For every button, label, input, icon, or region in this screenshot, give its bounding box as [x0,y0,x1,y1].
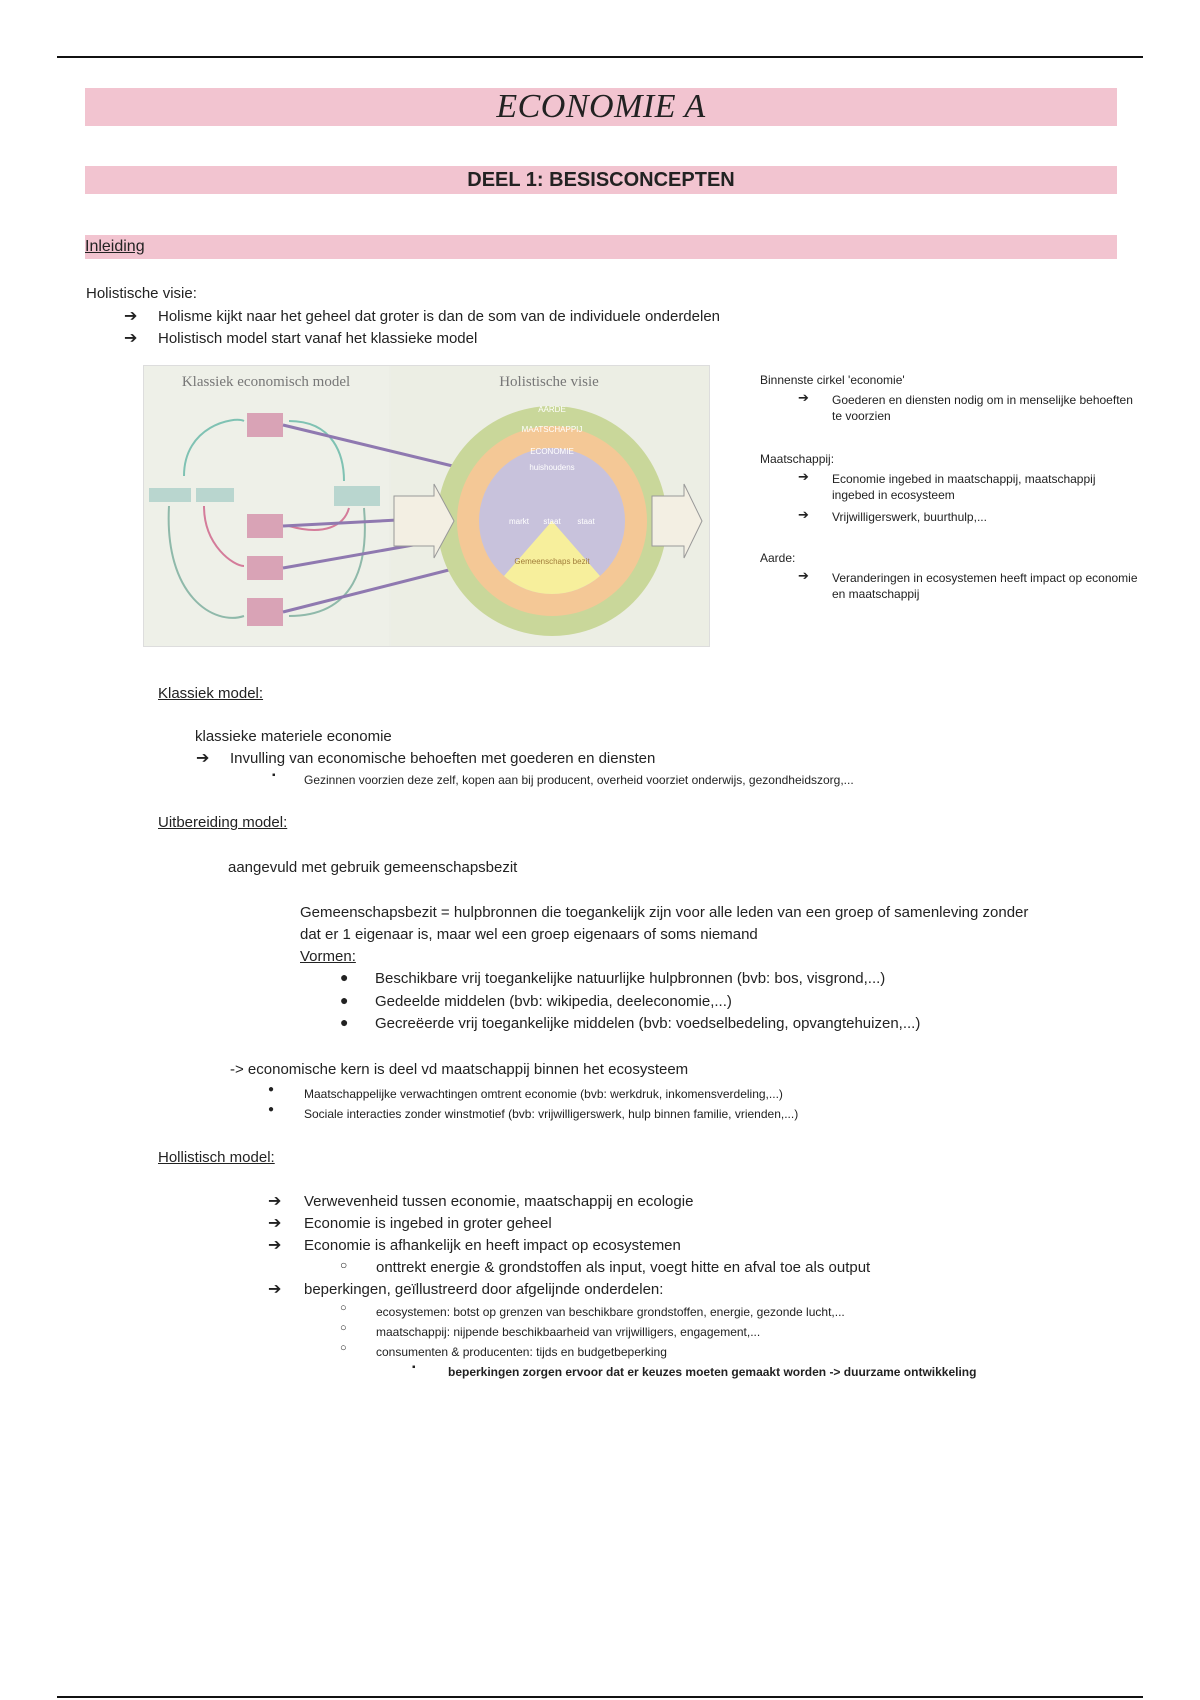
kern-item: Sociale interacties zonder winstmotief (bvb: vrijwilligerswerk, hulp binnen familie, vrienden,...) [304,1107,799,1121]
holistisch-conclusion: beperkingen zorgen ervoor dat er keuzes moeten gemaakt worden -> duurzame ontwikkeling [448,1365,977,1379]
holistisch-point: Economie is afhankelijk en heeft impact op ecosystemen [304,1237,681,1254]
top-rule [57,56,1143,58]
side-item: Vrijwilligerswerk, buurthulp,... [832,510,987,524]
klassiek-heading: Klassiek model: [158,685,264,702]
holistisch-sub: ecosystemen: botst op grenzen van beschikbare grondstoffen, energie, gezonde lucht,... [376,1305,845,1319]
holistisch-sub: maatschappij: nijpende beschikbaarheid van vrijwilligers, engagement,... [376,1325,761,1339]
doc-title: ECONOMIE A [85,88,1117,126]
arrow-icon: ➔ [798,469,809,484]
arrow-icon: ➔ [798,568,809,583]
ring-label: ECONOMIE [530,447,574,456]
uitbreiding-line: aangevuld met gebruik gemeenschapsbezit [228,859,518,876]
klassiek-point: Invulling van economische behoeften met goederen en diensten [230,750,656,767]
part-heading: DEEL 1: BESISCONCEPTEN [85,166,1117,194]
definition-line: dat er 1 eigenaar is, maar wel een groep eigenaars of soms niemand [300,926,758,943]
core-label: staat [543,517,561,526]
core-label: staat [577,517,595,526]
side-item: Veranderingen in ecosystemen heeft impact op economie en maatschappij [832,571,1138,601]
classic-box [247,514,283,538]
circle-bullet-icon: ○ [340,1342,347,1354]
dot-bullet-icon: ● [340,992,349,1008]
form-item: Gecreëerde vrij toegankelijke middelen (bvb: voedselbedeling, opvangtehuizen,...) [375,1015,921,1032]
arrow-icon: ➔ [268,1237,282,1254]
circle-bullet-icon: ○ [340,1322,347,1334]
definition-line: Gemeenschapsbezit = hulpbronnen die toegankelijk zijn voor alle leden van een groep of samenleving zonder [300,904,1029,921]
arrow-icon: ➔ [268,1215,282,1232]
core-label: huishoudens [529,463,575,472]
side-item: Economie ingebed in maatschappij, maatschappij ingebed in ecosysteem [832,472,1096,502]
klassiek-sub: Gezinnen voorzien deze zelf, kopen aan bij producent, overheid voorziet onderwijs, gezondheidszorg,... [304,773,854,787]
classic-box [334,486,380,506]
section-heading: Inleiding [85,238,145,255]
arrow-icon: ➔ [798,507,809,522]
circle-bullet-icon: ○ [340,1302,347,1314]
core-label: markt [509,517,529,526]
classic-box [247,598,283,626]
classic-box [247,413,283,437]
arrow-icon: ➔ [268,1281,282,1298]
holistisch-heading: Hollistisch model: [158,1149,275,1166]
classic-title: Klassiek economisch model [181,374,351,390]
arrow-icon: ➔ [124,308,138,325]
ring-label: AARDE [538,405,566,414]
classic-box [149,488,191,502]
holistic-title: Holistische visie [499,374,599,390]
kern-line: -> economische kern is deel vd maatschappij binnen het ecosysteem [230,1061,689,1078]
side-label: Binnenste cirkel 'economie' [760,373,905,387]
square-bullet-icon: ▪ [272,770,276,781]
intro-point: Holistisch model start vanaf het klassieke model [158,330,478,347]
kern-item: Maatschappelijke verwachtingen omtrent economie (bvb: werkdruk, inkomensverdeling,...) [304,1087,783,1101]
holistisch-point: beperkingen, geïllustreerd door afgelijnde onderdelen: [304,1281,664,1298]
model-diagram [144,366,709,646]
vormen-label: Vormen: [300,948,356,965]
holistisch-point: Economie is ingebed in groter geheel [304,1215,552,1232]
intro-label: Holistische visie: [86,285,197,302]
square-bullet-icon: ▪ [412,1362,416,1373]
ring-label: MAATSCHAPPIJ [521,425,583,434]
arrow-icon: ➔ [798,390,809,405]
classic-box [247,556,283,580]
arrow-icon: ➔ [196,750,210,767]
dot-bullet-icon: ● [268,1104,275,1115]
side-item: Goederen en diensten nodig om in menselijke behoeften te voorzien [832,393,1133,423]
holistisch-sub: consumenten & producenten: tijds en budgetbeperking [376,1345,667,1359]
uitbreiding-heading: Uitbereiding model: [158,814,288,831]
section-band [85,235,1117,259]
side-label: Aarde: [760,551,796,565]
intro-point: Holisme kijkt naar het geheel dat groter is dan de som van de individuele onderdelen [158,308,721,325]
dot-bullet-icon: ● [340,969,349,985]
economic-model-figure [143,365,710,647]
dot-bullet-icon: ● [268,1084,275,1095]
klassiek-line: klassieke materiele economie [195,728,392,745]
side-label: Maatschappij: [760,452,835,466]
arrow-icon: ➔ [124,330,138,347]
circle-bullet-icon: ○ [340,1258,348,1272]
form-item: Beschikbare vrij toegankelijke natuurlijke hulpbronnen (bvb: bos, visgrond,...) [375,970,886,987]
classic-box [196,488,234,502]
bottom-rule [57,1696,1143,1698]
form-item: Gedeelde middelen (bvb: wikipedia, deeleconomie,...) [375,993,732,1010]
dot-bullet-icon: ● [340,1014,349,1030]
holistisch-sub: onttrekt energie & grondstoffen als input, voegt hitte en afval toe als output [376,1259,871,1276]
core-label: Gemeenschaps bezit [514,557,590,566]
arrow-icon: ➔ [268,1193,282,1210]
holistisch-point: Verwevenheid tussen economie, maatschappij en ecologie [304,1193,694,1210]
